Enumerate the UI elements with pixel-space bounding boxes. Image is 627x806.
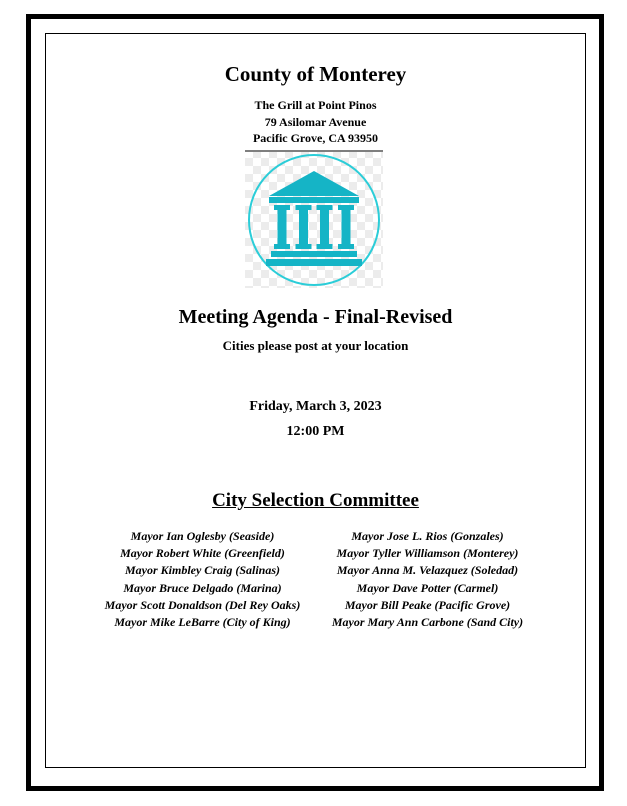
members-left-column <box>90 528 315 631</box>
member-row: Mayor Mike LeBarre (City of King) <box>114 615 291 630</box>
post-note: Cities please post at your location <box>222 338 409 353</box>
meeting-date: Friday, March 3, 2023 <box>249 399 382 414</box>
member-row: Mayor Scott Donaldson (Del Rey Oaks) <box>104 597 301 612</box>
bank-building-icon <box>245 152 383 288</box>
member-row: Mayor Bruce Delgado (Marina) <box>123 580 282 595</box>
committee-heading: City Selection Committee <box>212 490 419 511</box>
venue-line-2: 79 Asilomar Avenue <box>264 114 367 129</box>
venue-line-3: Pacific Grove, CA 93950 <box>252 131 379 145</box>
meeting-time: 12:00 PM <box>286 424 345 439</box>
venue-line-1: The Grill at Point Pinos <box>254 98 377 112</box>
member-row: Mayor Kimbley Craig (Salinas) <box>124 563 280 578</box>
county-logo <box>245 150 383 288</box>
member-row: Mayor Tyller Williamson (Monterey) <box>336 546 519 561</box>
member-row: Mayor Ian Oglesby (Seaside) <box>130 529 275 543</box>
venue-address <box>45 97 586 147</box>
committee-members <box>90 528 540 631</box>
agenda-title: Meeting Agenda - Final-Revised <box>178 306 453 328</box>
meeting-datetime <box>45 394 586 444</box>
member-row: Mayor Dave Potter (Carmel) <box>356 580 499 595</box>
member-row: Mayor Bill Peake (Pacific Grove) <box>344 597 511 612</box>
member-row: Mayor Jose L. Rios (Gonzales) <box>351 529 504 543</box>
member-row: Mayor Robert White (Greenfield) <box>120 546 285 561</box>
member-row: Mayor Mary Ann Carbone (Sand City) <box>331 615 524 630</box>
members-right-column <box>315 528 540 631</box>
member-row: Mayor Anna M. Velazquez (Soledad) <box>336 563 519 578</box>
page-title: County of Monterey <box>224 62 407 86</box>
